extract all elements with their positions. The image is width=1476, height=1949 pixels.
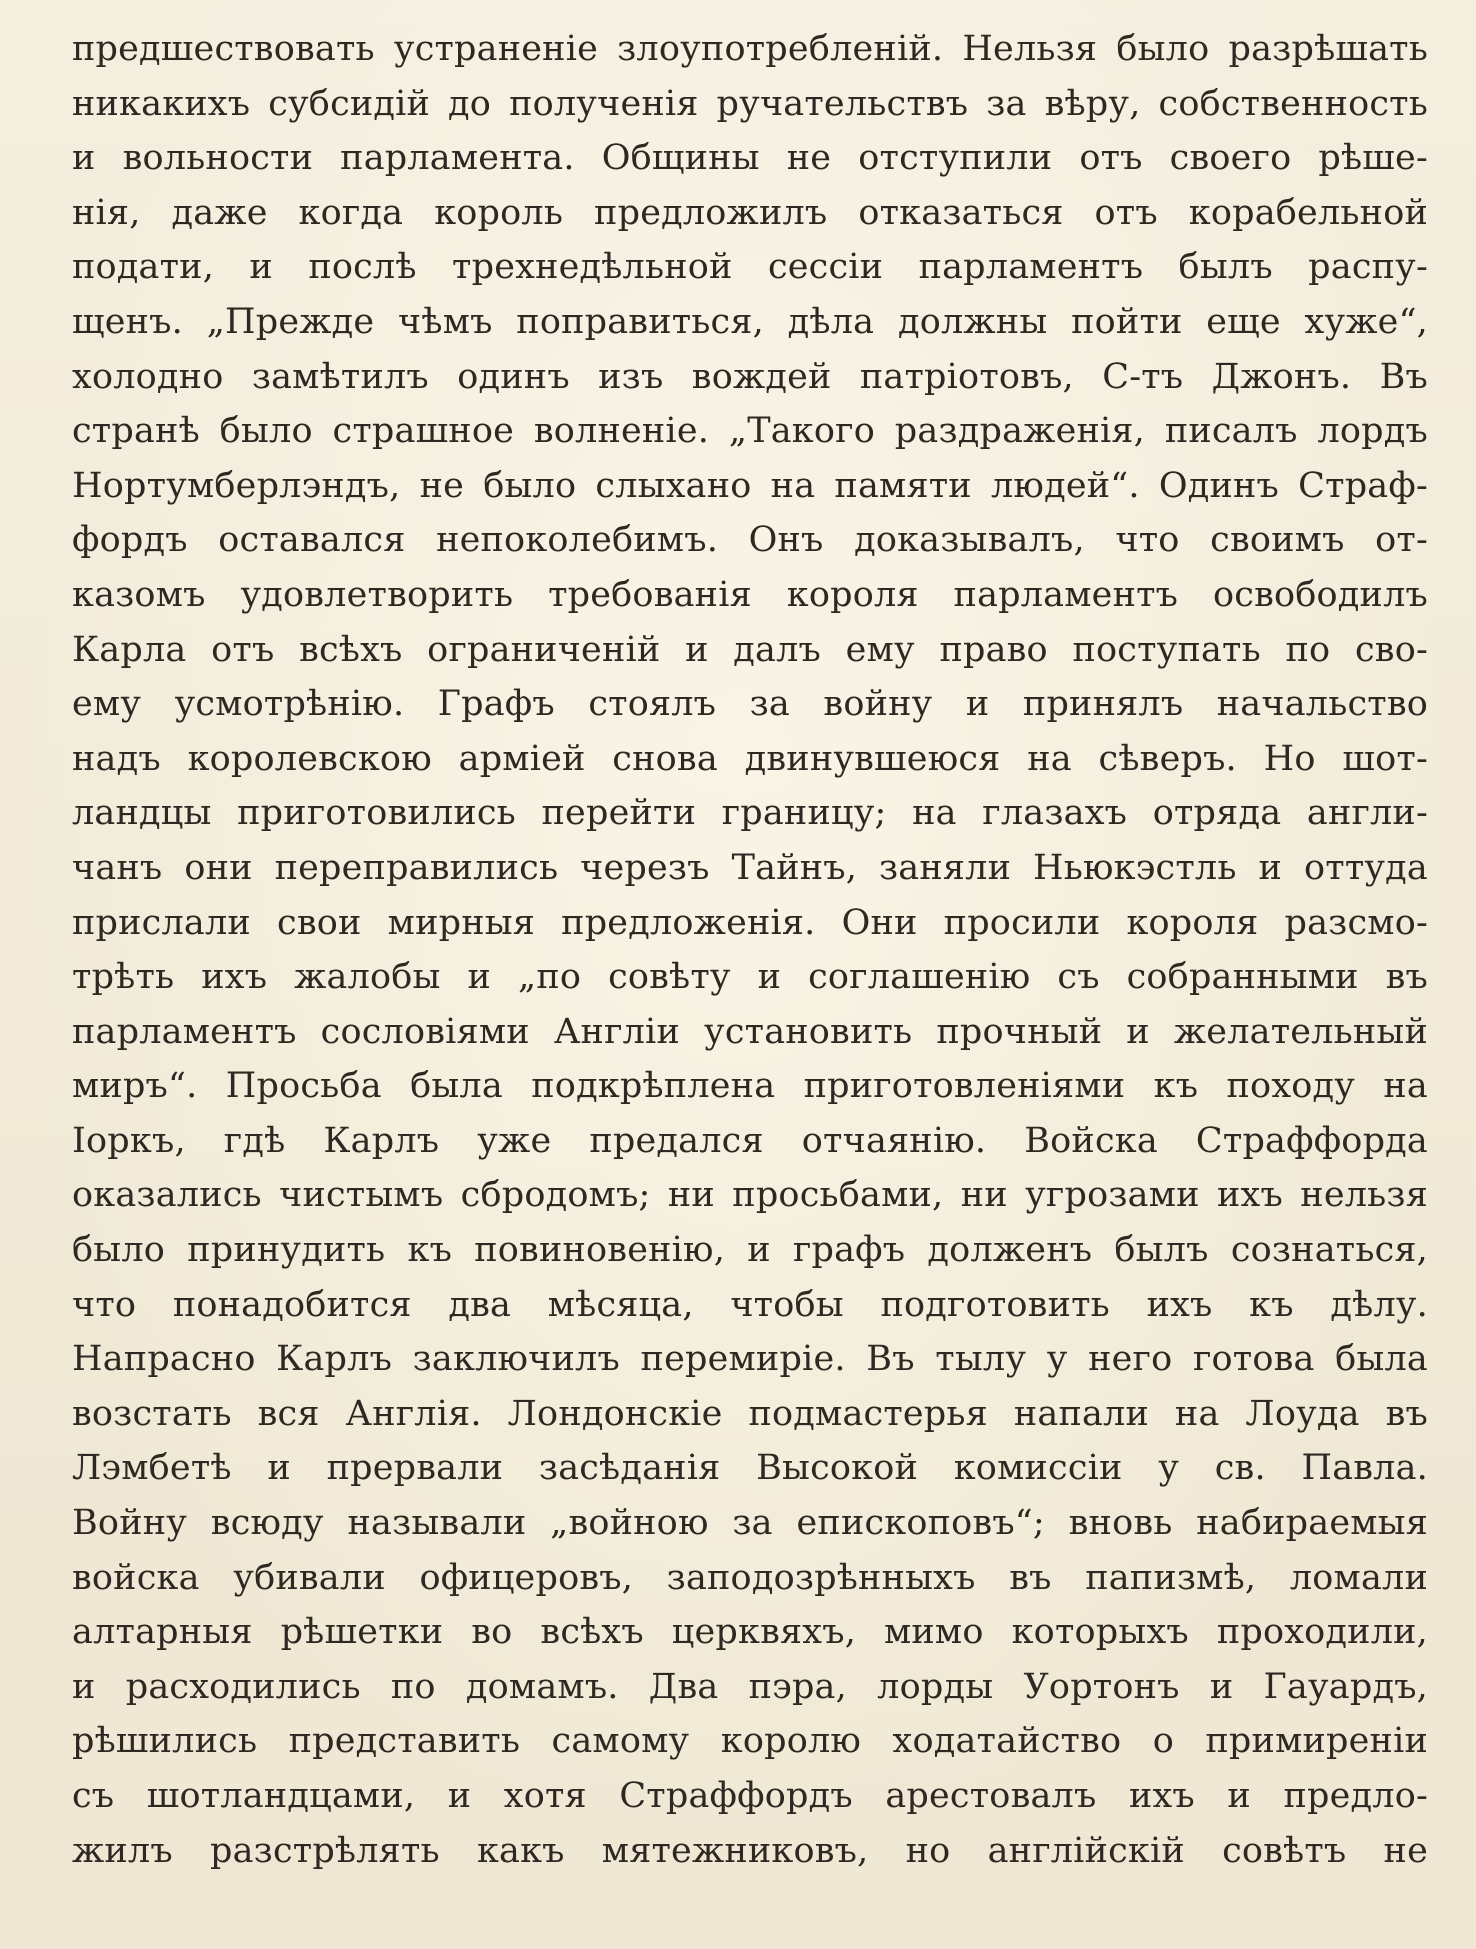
- text-line: подати, и послѣ трехнедѣльной сессіи парламентъ былъ распу-: [72, 247, 1428, 288]
- text-line: миръ“. Просьба была подкрѣплена приготовленіями къ походу на: [72, 1066, 1428, 1107]
- text-line: оказались чистымъ сбродомъ; ни просьбами, ни угрозами ихъ нельзя: [72, 1175, 1428, 1216]
- text-line: съ шотландцами, и хотя Страффордъ арестовалъ ихъ и предло-: [72, 1776, 1428, 1816]
- text-line: алтарныя рѣшетки во всѣхъ церквяхъ, мимо которыхъ проходили,: [72, 1612, 1428, 1653]
- page-text: [72, 22, 1428, 1878]
- text-line: казомъ удовлетворить требованія короля парламентъ освободилъ: [72, 574, 1428, 615]
- text-line: нія, даже когда король предложилъ отказаться отъ корабельной: [72, 192, 1428, 233]
- text-line: прислали свои мирныя предложенія. Они просили короля разсмо-: [72, 902, 1428, 943]
- text-line: чанъ они переправились черезъ Тайнъ, заняли Ньюкэстль и оттуда: [72, 847, 1428, 888]
- text-line: ландцы приготовились перейти границу; на глазахъ отряда англи-: [72, 793, 1428, 834]
- text-line: Нортумберлэндъ, не было слыхано на памяти людей“. Одинъ Страф-: [72, 465, 1428, 506]
- text-line: надъ королевскою арміей снова двинувшеюся на сѣверъ. Но шот-: [72, 738, 1428, 779]
- text-line: Іоркъ, гдѣ Карлъ уже предался отчаянію. Войска Страффорда: [72, 1120, 1428, 1161]
- text-line: Карла отъ всѣхъ ограниченій и далъ ему право поступать по сво-: [72, 629, 1428, 670]
- text-line: никакихъ субсидій до полученія ручательствъ за вѣру, собственность: [72, 83, 1428, 124]
- text-line: холодно замѣтилъ одинъ изъ вождей патріотовъ, С-тъ Джонъ. Въ: [72, 356, 1428, 397]
- text-line: что понадобится два мѣсяца, чтобы подготовить ихъ къ дѣлу.: [72, 1284, 1428, 1325]
- text-line: трѣть ихъ жалобы и „по совѣту и соглашенію съ собранными въ: [72, 957, 1428, 998]
- text-line: парламентъ сословіями Англіи установить прочный и желательный: [72, 1011, 1428, 1052]
- text-line: Лэмбетѣ и прервали засѣданія Высокой комиссіи у св. Павла.: [72, 1448, 1428, 1489]
- text-line: щенъ. „Прежде чѣмъ поправиться, дѣла должны пойти еще хуже“,: [72, 301, 1428, 342]
- text-line: Напрасно Карлъ заключилъ перемиріе. Въ тылу у него готова была: [72, 1339, 1428, 1380]
- text-line: фордъ оставался непоколебимъ. Онъ доказывалъ, что своимъ от-: [72, 520, 1428, 561]
- text-line: и расходились по домамъ. Два пэра, лорды Уортонъ и Гауардъ,: [72, 1666, 1428, 1707]
- text-line: войска убивали офицеровъ, заподозрѣнныхъ въ папизмѣ, ломали: [72, 1557, 1428, 1598]
- text-line: ему усмотрѣнію. Графъ стоялъ за войну и принялъ начальство: [72, 684, 1428, 725]
- text-line: жилъ разстрѣлять какъ мятежниковъ, но англійскій совѣтъ не: [72, 1830, 1428, 1871]
- text-line: странѣ было страшное волненіе. „Такого раздраженія, писалъ лордъ: [72, 411, 1428, 452]
- text-line: рѣшились представить самому королю ходатайство о примиреніи: [72, 1721, 1428, 1762]
- text-line: было принудить къ повиновенію, и графъ долженъ былъ сознаться,: [72, 1230, 1428, 1271]
- text-line: Войну всюду называли „войною за епископовъ“; вновь набираемыя: [72, 1503, 1428, 1544]
- text-line: предшествовать устраненіе злоупотребленій. Нельзя было разрѣшать: [72, 29, 1428, 69]
- text-line: и вольности парламента. Общины не отступили отъ своего рѣше-: [72, 138, 1428, 179]
- text-line: возстать вся Англія. Лондонскіе подмастерья напали на Лоуда въ: [72, 1393, 1428, 1434]
